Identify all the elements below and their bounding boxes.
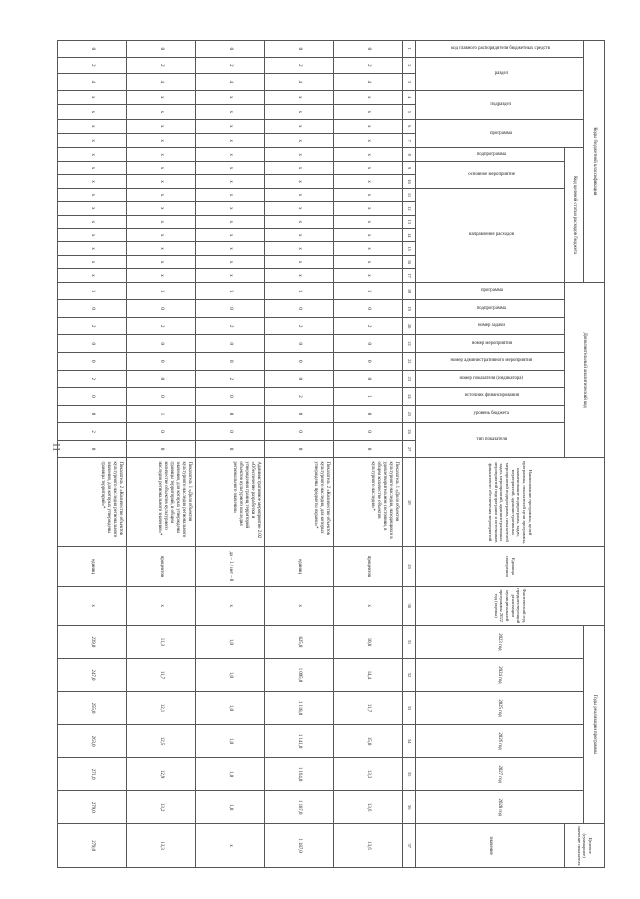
code-cell: 4 [196, 74, 265, 91]
code-cell: х [196, 269, 265, 282]
code-cell: 0 [196, 405, 265, 423]
column-number: 12 [403, 202, 416, 215]
program-activity-header: Код целевой статьи расходов бюджета [565, 148, 584, 282]
code-cell: 0 [265, 335, 334, 353]
target-cell: 279,0 [58, 824, 127, 868]
code-cell: х [58, 148, 127, 161]
column-number: 9 [403, 161, 416, 174]
column-number-row [403, 41, 416, 868]
code-cell: 0 [127, 335, 196, 353]
code-label-prog2: программа [480, 288, 503, 294]
code-cell: 2 [265, 57, 334, 74]
code-cell: х [127, 161, 196, 174]
year-value-cell: 1,0 [196, 725, 265, 758]
code-cell: 0 [196, 388, 265, 406]
code-cell: 0 [196, 353, 265, 371]
code-cell: х [127, 242, 196, 255]
unit-cell: процентов [127, 547, 196, 586]
indicator-name: Показатель 1 «Доля объектов культурного наследия, находящихся в удовлетворительном состоянии, в общем количестве объектов культурного наследия»* [334, 458, 403, 547]
years-header: Годы реализации программы [584, 625, 605, 823]
code-cell: х [196, 148, 265, 161]
code-cell: х [334, 90, 403, 104]
code-cell: 2 [196, 57, 265, 74]
code-cell: 2 [265, 317, 334, 335]
code-cell: х [58, 134, 127, 148]
code-label-meropr: номер мероприятия [471, 340, 512, 346]
table-row [58, 41, 127, 868]
code-cell: 0 [334, 353, 403, 371]
column-number: 27 [403, 440, 416, 458]
code-cell: х [127, 188, 196, 201]
code-cell: 1 [334, 388, 403, 406]
code-cell: х [334, 161, 403, 174]
code-cell: х [196, 188, 265, 201]
code-cell: 0 [334, 335, 403, 353]
code-cell: 2 [127, 317, 196, 335]
year-value-cell: 263,0 [58, 725, 127, 758]
year-value-cell: 10,8 [334, 625, 403, 658]
column-number: 1 [403, 41, 416, 58]
year-value-cell: 239,0 [58, 625, 127, 658]
code-cell: х [265, 202, 334, 215]
code-cell: 0 [265, 440, 334, 458]
code-label-ind: номер показателя (индикатора) [459, 375, 524, 381]
unit-cell: процентов [334, 547, 403, 586]
code-cell: 2 [58, 423, 127, 441]
code-cell: х [265, 229, 334, 242]
column-number: 32 [403, 658, 416, 691]
code-label-admin: код главного распорядителя бюджетных средств [451, 45, 551, 51]
year-value-cell: 12,5 [127, 725, 196, 758]
column-number: 6 [403, 119, 416, 133]
table-body [58, 41, 403, 868]
year-value-cell: 14,4 [334, 658, 403, 691]
column-number: 33 [403, 691, 416, 724]
code-cell: х [265, 255, 334, 268]
code-cell: х [58, 161, 127, 174]
indicator-name: Показатель 1 «Доля объектов культурного наследия регионального значения, для которых утверждены границы территорий, в общем количестве объектов культурного наследия регионального значения»* [127, 458, 196, 547]
code-cell: х [127, 105, 196, 119]
code-label-podrazdel: подраздел [490, 101, 512, 107]
code-cell: х [196, 161, 265, 174]
code-cell: 1 [127, 282, 196, 300]
code-cell: х [127, 215, 196, 228]
code-cell: х [265, 161, 334, 174]
code-label-direction: направление расходов [468, 232, 515, 238]
header-row-top [584, 41, 605, 868]
code-label-adm: номер административного мероприятия [450, 358, 533, 364]
year-2025-header: 2025 год [416, 691, 584, 724]
name-header: Наименование программы, целей программы, показателей цели программы, наименование подпрограмм, задач, мероприятий, административных мероприятий подпрограмм, показателей задач, мероприятий, административных мероприятий подпрограмм и источников финансового обеспечения мероприятий [416, 458, 605, 547]
code-label-type: тип показателя [476, 437, 507, 443]
table-row [334, 41, 403, 868]
code-cell: х [196, 229, 265, 242]
code-cell: 0 [58, 440, 127, 458]
fact-cell: х [196, 586, 265, 625]
program-table [57, 40, 605, 868]
code-cell: х [58, 242, 127, 255]
code-cell: х [58, 188, 127, 201]
year-value-cell: 825,0 [265, 625, 334, 658]
year-value-cell: 11,3 [127, 625, 196, 658]
unit-header: Единица измерения [416, 547, 605, 586]
table-row [265, 41, 334, 868]
code-cell: 0 [58, 41, 127, 58]
code-cell: х [196, 134, 265, 148]
code-cell: х [127, 175, 196, 188]
year-value-cell: 1,0 [196, 791, 265, 824]
code-cell: х [58, 90, 127, 104]
code-cell: х [127, 229, 196, 242]
code-cell: 0 [265, 370, 334, 388]
target-header: Целевое (суммарное) значение показателя [565, 824, 605, 868]
year-value-cell: 1 118,0 [265, 691, 334, 724]
table-row [127, 41, 196, 868]
code-cell: х [58, 175, 127, 188]
table-row [196, 41, 265, 868]
indicator-name: Показатель 2 «Количество объектов культурного наследия регионального значения, для которых утверждены границы территорий»* [58, 458, 127, 547]
code-cell: х [127, 255, 196, 268]
code-cell: 2 [58, 370, 127, 388]
year-value-cell: 12,1 [127, 691, 196, 724]
budget-codes-header: Коды бюджетной классификации [584, 41, 605, 283]
code-label-subprogram: подпрограмма [476, 151, 507, 157]
year-2024-header: 2024 год [416, 658, 584, 691]
code-cell: 4 [127, 74, 196, 91]
code-cell: х [265, 215, 334, 228]
code-cell: х [127, 90, 196, 104]
fact-cell: х [127, 586, 196, 625]
code-cell: 2 [127, 57, 196, 74]
code-cell: 1 [196, 282, 265, 300]
column-number: 14 [403, 229, 416, 242]
column-number: 25 [403, 405, 416, 423]
column-number: 28 [403, 458, 416, 547]
code-cell: 1 [127, 405, 196, 423]
code-cell: х [196, 202, 265, 215]
column-number: 8 [403, 148, 416, 161]
year-value-cell: 1 164,0 [265, 758, 334, 791]
fact-header: Фактический год, предшествующий реализации муниципальной программы 2022 год (оценка) [416, 586, 605, 625]
code-cell: х [196, 105, 265, 119]
fact-cell: х [58, 586, 127, 625]
column-number: 7 [403, 134, 416, 148]
year-2028-header: 2028 год [416, 791, 584, 824]
code-label-main-event: основное мероприятие [468, 171, 515, 177]
year-value-cell: 1 095,0 [265, 658, 334, 691]
code-cell: х [58, 215, 127, 228]
code-cell: х [58, 255, 127, 268]
code-cell: 0 [127, 388, 196, 406]
code-cell: 0 [58, 405, 127, 423]
column-number: 36 [403, 791, 416, 824]
unit-cell: единиц [265, 547, 334, 586]
code-cell: х [334, 105, 403, 119]
indicator-name: Административное мероприятие 2.02 «Обеспечение разработки и утверждения границ территорий объектов культурного наследия регионального значения» [196, 458, 265, 547]
year-value-cell: 1,0 [196, 625, 265, 658]
column-number: 17 [403, 269, 416, 282]
code-cell: 0 [58, 388, 127, 406]
fact-cell: х [265, 586, 334, 625]
code-cell: х [127, 269, 196, 282]
code-cell: 0 [334, 41, 403, 58]
column-number: 34 [403, 725, 416, 758]
code-label-zadacha: номер задачи [477, 323, 506, 329]
year-2027-header: 2027 год [416, 758, 584, 791]
code-cell: 4 [58, 74, 127, 91]
code-cell: х [58, 119, 127, 133]
year-value-cell: 13,2 [127, 791, 196, 824]
code-cell: х [127, 119, 196, 133]
column-number: 30 [403, 586, 416, 625]
code-cell: х [265, 90, 334, 104]
code-cell: х [196, 215, 265, 228]
column-number: 37 [403, 824, 416, 868]
code-cell: 2 [334, 317, 403, 335]
code-cell: 2 [196, 370, 265, 388]
year-value-cell: 1,0 [196, 691, 265, 724]
column-number: 26 [403, 423, 416, 441]
code-cell: 0 [265, 405, 334, 423]
code-label-src: источник финансирования [464, 393, 519, 399]
code-cell: 0 [334, 300, 403, 318]
year-value-cell: 1,0 [196, 658, 265, 691]
code-cell: х [334, 134, 403, 148]
year-value-cell: 13,3 [334, 758, 403, 791]
year-value-cell: 11,7 [334, 691, 403, 724]
code-label-sub2: подпрограмма [476, 305, 507, 311]
column-number: 21 [403, 335, 416, 353]
code-cell: 0 [58, 300, 127, 318]
column-number: 29 [403, 547, 416, 586]
year-value-cell: 247,0 [58, 658, 127, 691]
column-number: 11 [403, 188, 416, 201]
year-value-cell: 1,0 [196, 758, 265, 791]
code-cell: х [127, 202, 196, 215]
code-label-razdel: раздел [494, 70, 508, 76]
code-cell: х [127, 148, 196, 161]
code-cell: 0 [265, 353, 334, 371]
code-cell: х [265, 134, 334, 148]
column-number: 18 [403, 282, 416, 300]
code-cell: х [196, 90, 265, 104]
code-cell: х [265, 242, 334, 255]
code-cell: х [334, 255, 403, 268]
year-value-cell: 12,9 [127, 758, 196, 791]
code-cell: х [334, 202, 403, 215]
target-cell: 13,3 [127, 824, 196, 868]
code-cell: 0 [196, 440, 265, 458]
code-cell: х [58, 105, 127, 119]
code-cell: 0 [196, 41, 265, 58]
column-number: 31 [403, 625, 416, 658]
code-cell: х [334, 229, 403, 242]
year-value-cell: 1 187,0 [265, 791, 334, 824]
code-cell: х [334, 188, 403, 201]
code-cell: 0 [127, 423, 196, 441]
code-cell: 0 [265, 423, 334, 441]
column-number: 15 [403, 242, 416, 255]
unit-cell: да – 1 / нет – 0 [196, 547, 265, 586]
code-cell: х [265, 269, 334, 282]
column-number: 5 [403, 105, 416, 119]
code-cell: х [334, 148, 403, 161]
column-number: 23 [403, 370, 416, 388]
code-cell: х [196, 119, 265, 133]
code-cell: 4 [334, 74, 403, 91]
target-cell: 13,6 [334, 824, 403, 868]
year-value-cell: 279,0 [58, 791, 127, 824]
code-cell: 0 [127, 440, 196, 458]
year-value-cell: 13,6 [334, 791, 403, 824]
code-cell: 0 [196, 423, 265, 441]
code-cell: 0 [265, 41, 334, 58]
column-number: 13 [403, 215, 416, 228]
column-number: 2 [403, 57, 416, 74]
code-cell: 2 [58, 57, 127, 74]
column-number: 24 [403, 388, 416, 406]
code-cell: 2 [58, 317, 127, 335]
code-cell: х [265, 119, 334, 133]
target-value-header: значение [416, 824, 565, 868]
column-number: 22 [403, 353, 416, 371]
additional-codes-header: Дополнительный аналитический код [565, 282, 605, 458]
year-value-cell: 271,0 [58, 758, 127, 791]
column-number: 35 [403, 758, 416, 791]
code-cell: 0 [58, 353, 127, 371]
code-cell: х [334, 175, 403, 188]
unit-cell: единиц [58, 547, 127, 586]
code-cell: 0 [196, 300, 265, 318]
column-number: 4 [403, 90, 416, 104]
year-value-cell: 1 141,0 [265, 725, 334, 758]
column-number: 10 [403, 175, 416, 188]
column-number: 3 [403, 74, 416, 91]
indicator-name: Показатель 2 «Количество объектов культурного наследия, для которых утверждены предметы охраны»* [265, 458, 334, 547]
code-cell: 1 [334, 282, 403, 300]
code-cell: х [196, 242, 265, 255]
code-cell: 0 [334, 405, 403, 423]
code-cell: х [334, 242, 403, 255]
code-cell: 0 [58, 335, 127, 353]
column-number: 20 [403, 317, 416, 335]
target-cell: х [196, 824, 265, 868]
code-cell: 0 [334, 440, 403, 458]
year-value-cell: 255,0 [58, 691, 127, 724]
code-cell: 0 [127, 353, 196, 371]
code-cell: х [196, 255, 265, 268]
code-cell: х [58, 202, 127, 215]
code-cell: х [196, 175, 265, 188]
code-cell: х [127, 134, 196, 148]
column-number: 16 [403, 255, 416, 268]
code-cell: х [265, 175, 334, 188]
code-cell: 0 [334, 423, 403, 441]
code-cell: 0 [265, 300, 334, 318]
year-value-cell: 11,7 [127, 658, 196, 691]
year-2026-header: 2026 год [416, 725, 584, 758]
code-cell: х [265, 148, 334, 161]
code-cell: х [58, 269, 127, 282]
code-cell: 0 [127, 300, 196, 318]
code-cell: х [334, 119, 403, 133]
code-cell: 1 [265, 282, 334, 300]
code-cell: х [334, 215, 403, 228]
code-cell: х [334, 269, 403, 282]
page-number: 11 [51, 442, 62, 452]
table-container [85, 40, 605, 868]
code-cell: х [265, 105, 334, 119]
code-cell: 2 [196, 317, 265, 335]
fact-cell: х [334, 586, 403, 625]
target-cell: 1 187,0 [265, 824, 334, 868]
code-cell: 2 [334, 57, 403, 74]
code-cell: 4 [265, 74, 334, 91]
code-cell: 2 [265, 388, 334, 406]
code-label-uroven: уровень бюджета [473, 410, 510, 416]
code-cell: 0 [127, 370, 196, 388]
code-cell: 0 [127, 41, 196, 58]
code-cell: 0 [196, 335, 265, 353]
code-cell: 1 [58, 282, 127, 300]
column-number: 19 [403, 300, 416, 318]
rotated-sheet [85, 40, 605, 868]
year-value-cell: 15,0 [334, 725, 403, 758]
code-cell: 0 [334, 370, 403, 388]
code-cell: х [58, 229, 127, 242]
code-label-program: программа [489, 130, 513, 136]
year-2023-header: 2023 год [416, 625, 584, 658]
code-cell: х [265, 188, 334, 201]
